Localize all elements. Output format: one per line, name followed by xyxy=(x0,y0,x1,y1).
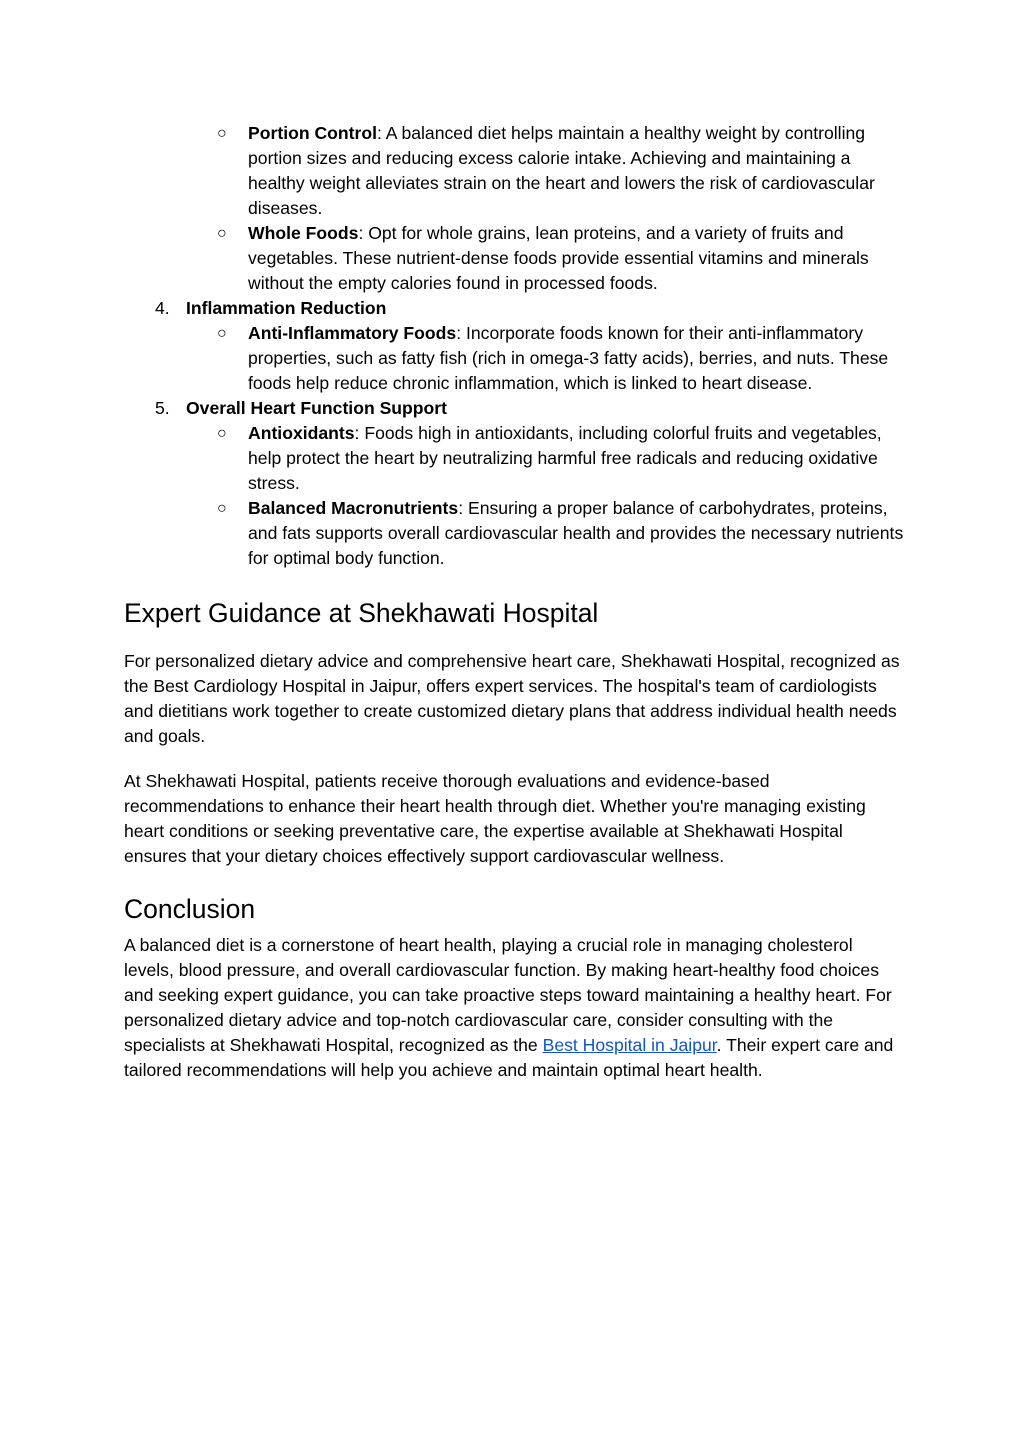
conclusion-text-after: . Their expert care and tailored recommendations will help you achieve and maintain optimal heart health. xyxy=(124,1035,894,1080)
item-text: : Foods high in antioxidants, including colorful fruits and vegetables, help protect the heart by neutralizing harmful free radicals and reducing oxidative stress. xyxy=(248,423,882,493)
item-text: : A balanced diet helps maintain a healthy weight by controlling portion sizes and reducing excess calorie intake. Achieving and maintaining a healthy weight alleviates strain on the heart and lowers the risk of cardiovascular diseases. xyxy=(248,123,875,218)
hollow-bullet-icon: ○ xyxy=(217,125,227,142)
numbered-heading-inflammation xyxy=(124,296,904,321)
list-number: 5. xyxy=(155,398,170,418)
hollow-bullet-icon: ○ xyxy=(217,325,227,342)
item-term: Balanced Macronutrients xyxy=(248,498,459,518)
section-heading-conclusion: Conclusion xyxy=(124,894,256,924)
best-hospital-link[interactable]: Best Hospital in Jaipur xyxy=(542,1035,717,1055)
list-item xyxy=(124,221,904,296)
numbered-heading-title: Overall Heart Function Support xyxy=(186,398,448,418)
list-item xyxy=(124,496,904,571)
item-term: Whole Foods xyxy=(248,223,359,243)
paragraph: For personalized dietary advice and comprehensive heart care, Shekhawati Hospital, recognized as the Best Cardiology Hospital in Jaipur, offers expert services. The hospital's team of cardiologists and dietitians work together to create customized dietary plans that address individual health needs and goals. xyxy=(124,651,900,746)
section-heading-expert: Expert Guidance at Shekhawati Hospital xyxy=(124,598,599,628)
item-term: Antioxidants xyxy=(248,423,355,443)
item-term: Anti-Inflammatory Foods xyxy=(248,323,457,343)
conclusion-text-before: A balanced diet is a cornerstone of heart health, playing a crucial role in managing cholesterol levels, blood pressure, and overall cardiovascular function. By making heart-healthy food choices and seeking expert guidance, you can take proactive steps toward maintaining a healthy heart. For personalized dietary advice and top-notch cardiovascular care, consider consulting with the specialists at Shekhawati Hospital, recognized as the xyxy=(124,935,892,1055)
hollow-bullet-icon: ○ xyxy=(217,425,227,442)
hollow-bullet-icon: ○ xyxy=(217,225,227,242)
conclusion-paragraph xyxy=(124,933,904,1083)
numbered-heading-title: Inflammation Reduction xyxy=(186,298,387,318)
list-item xyxy=(124,121,904,221)
list-item xyxy=(124,321,904,396)
paragraph: At Shekhawati Hospital, patients receive thorough evaluations and evidence-based recommendations to enhance their heart health through diet. Whether you're managing existing heart conditions or seeking preventative care, the expertise available at Shekhawati Hospital ensures that your dietary choices effectively support cardiovascular wellness. xyxy=(124,771,866,866)
hollow-bullet-icon: ○ xyxy=(217,500,227,517)
item-text: : Ensuring a proper balance of carbohydrates, proteins, and fats supports overall cardiovascular health and provides the necessary nutrients for optimal body function. xyxy=(248,498,904,568)
item-text: : Opt for whole grains, lean proteins, and a variety of fruits and vegetables. These nutrient-dense foods provide essential vitamins and minerals without the empty calories found in processed foods. xyxy=(248,223,869,293)
document-page xyxy=(124,121,904,1103)
list-number: 4. xyxy=(155,298,170,318)
list-item xyxy=(124,421,904,496)
numbered-heading-heart-function xyxy=(124,396,904,421)
item-text: : Incorporate foods known for their anti-inflammatory properties, such as fatty fish (rich in omega-3 fatty acids), berries, and nuts. These foods help reduce chronic inflammation, which is linked to heart disease. xyxy=(248,323,889,393)
item-term: Portion Control xyxy=(248,123,377,143)
